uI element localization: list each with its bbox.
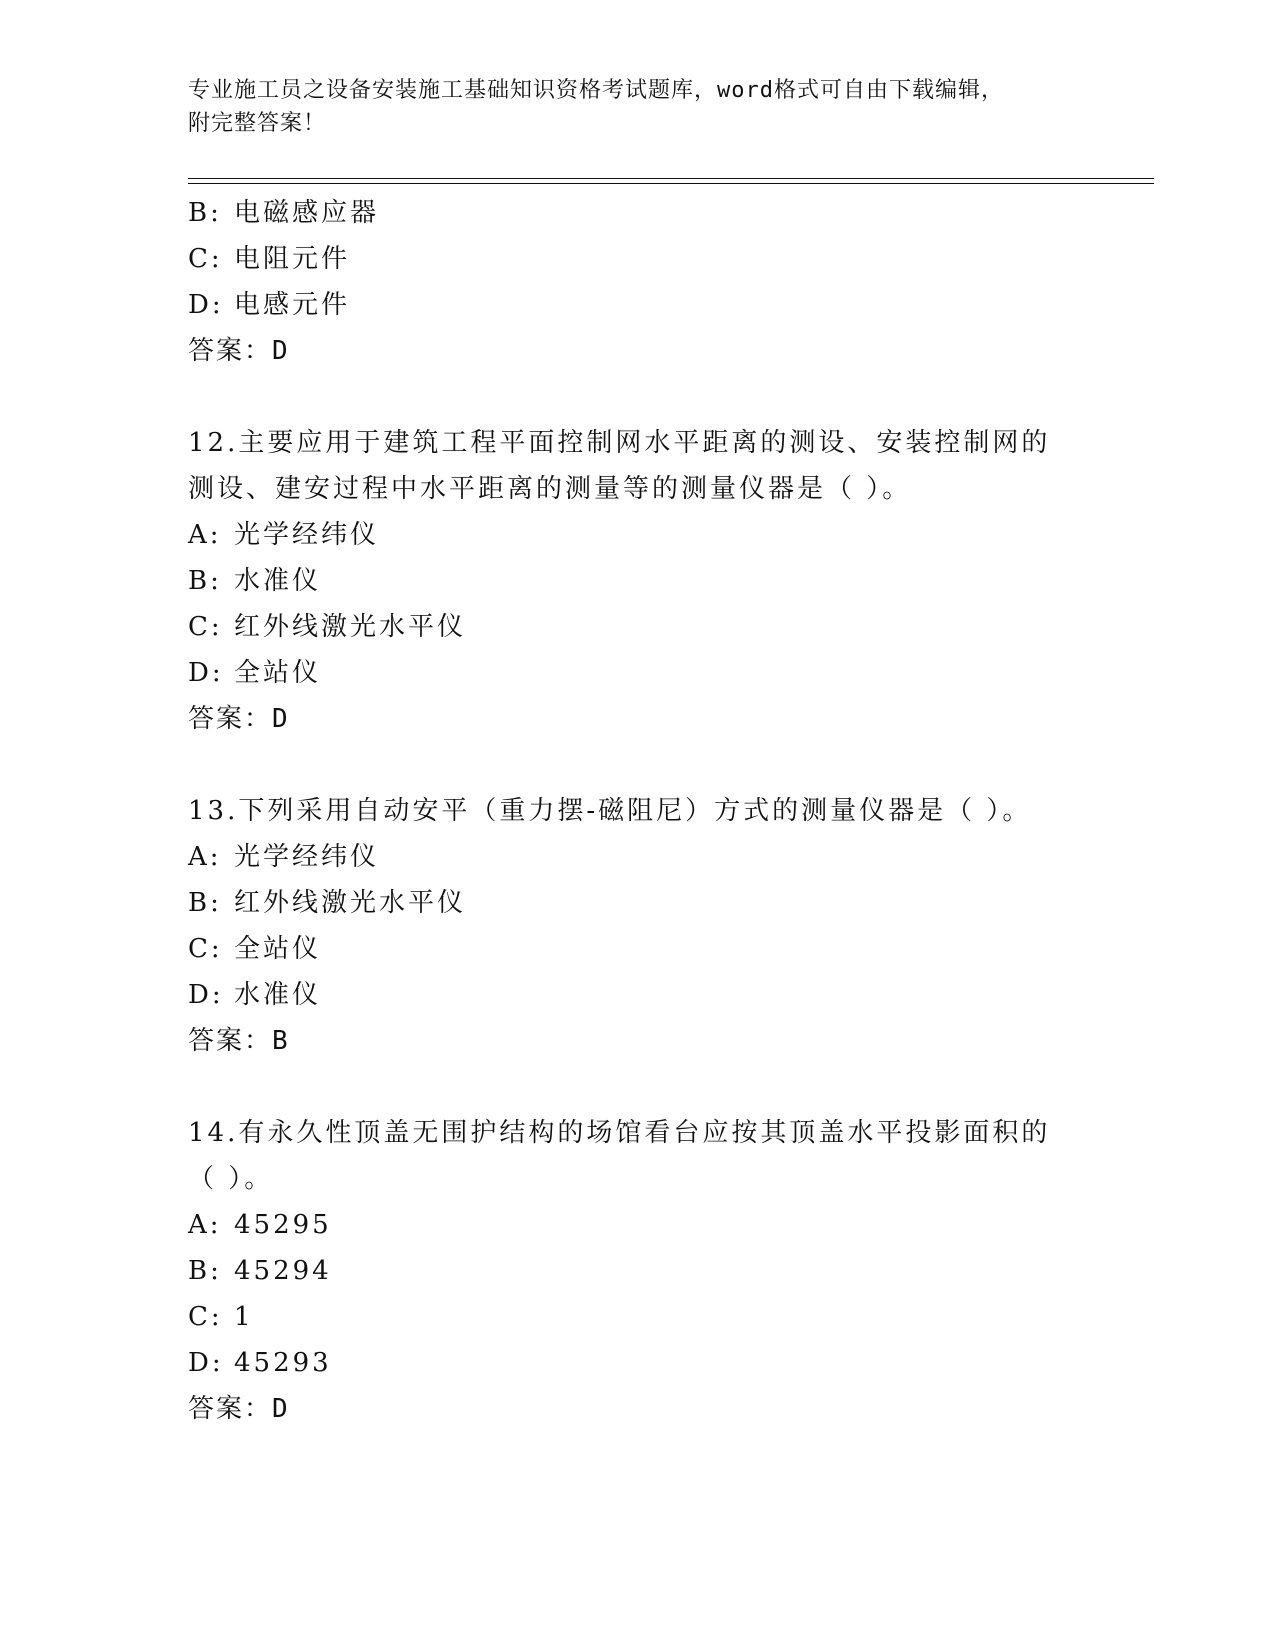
question-14 (188, 1110, 1088, 1432)
question-list (188, 190, 1088, 1432)
option-d: D: 电感元件 (188, 290, 351, 320)
option-c: C: 红外线激光水平仪 (188, 612, 467, 642)
question-stem: 14.有永久性顶盖无围护结构的场馆看台应按其顶盖水平投影面积的（ ）。 (188, 1118, 1051, 1194)
answer: 答案：D (188, 1394, 290, 1424)
question-12 (188, 420, 1088, 742)
question-stem: 12.主要应用于建筑工程平面控制网水平距离的测设、安装控制网的测设、建安过程中水平距离的测量等的测量仪器是（ ）。 (188, 428, 1051, 504)
answer: 答案：B (188, 1026, 290, 1056)
option-b: B: 红外线激光水平仪 (188, 888, 467, 918)
question-11-continued (188, 190, 1088, 374)
option-b: B: 45294 (188, 1256, 332, 1286)
header-rule-bottom (188, 183, 1154, 184)
answer: 答案：D (188, 704, 290, 734)
option-a: A: 45295 (188, 1210, 332, 1240)
option-d: D: 水准仪 (188, 980, 322, 1010)
header-line-2: 附完整答案！ (188, 111, 327, 136)
header-line-1: 专业施工员之设备安装施工基础知识资格考试题库，word格式可自由下载编辑， (188, 78, 1004, 103)
option-a: A: 光学经纬仪 (188, 842, 380, 872)
option-c: C: 全站仪 (188, 934, 322, 964)
option-a: A: 光学经纬仪 (188, 520, 380, 550)
option-d: D: 全站仪 (188, 658, 322, 688)
document-header (188, 74, 1148, 140)
header-rule-top (188, 178, 1154, 179)
option-b: B: 电磁感应器 (188, 198, 380, 228)
question-stem: 13.下列采用自动安平（重力摆-磁阻尼）方式的测量仪器是（ ）。 (188, 796, 1032, 826)
answer: 答案：D (188, 336, 290, 366)
option-c: C: 1 (188, 1302, 254, 1332)
option-b: B: 水准仪 (188, 566, 322, 596)
question-13 (188, 788, 1088, 1064)
option-c: C: 电阻元件 (188, 244, 351, 274)
option-d: D: 45293 (188, 1348, 332, 1378)
